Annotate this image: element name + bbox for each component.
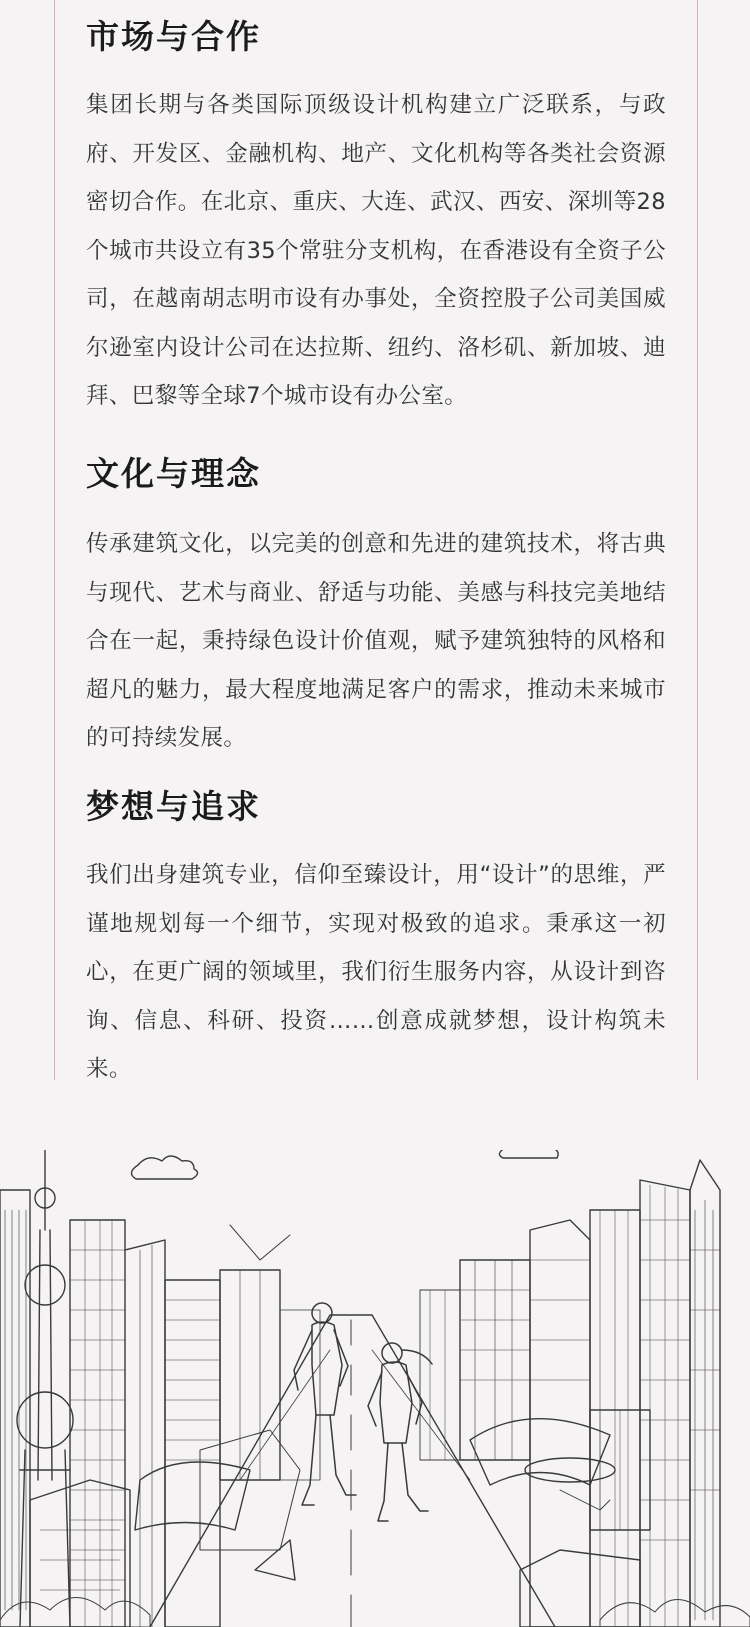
section-market-cooperation (86, 12, 666, 421)
section-body: 我们出身建筑专业，信仰至臻设计，用“设计”的思维，严谨地规划每一个细节，实现对极致的追求。秉承这一初心，在更广阔的领域里，我们衍生服务内容，从设计到咨询、信息、科研、投资……创意成就梦想，设计构筑未来。 (86, 862, 666, 1082)
section-body: 集团长期与各类国际顶级设计机构建立广泛联系，与政府、开发区、金融机构、地产、文化机构等各类社会资源密切合作。在北京、重庆、大连、武汉、西安、深圳等28个城市共设立有35个常驻分支机构，在香港设有全资子公司，在越南胡志明市设有办事处，全资控股子公司美国威尔逊室内设计公司在达拉斯、纽约、洛杉矶、新加坡、迪拜、巴黎等全球7个城市设有办公室。 (86, 92, 666, 409)
city-street-sketch-icon (0, 1150, 750, 1627)
section-dream-pursuit (86, 782, 666, 1094)
right-frame-line (697, 0, 698, 1080)
section-title: 市场与合作 (86, 17, 261, 56)
left-frame-line (54, 0, 55, 1080)
section-body: 传承建筑文化，以完美的创意和先进的建筑技术，将古典与现代、艺术与商业、舒适与功能、美感与科技完美地结合在一起，秉持绿色设计价值观，赋予建筑独特的风格和超凡的魅力，最大程度地满足客户的需求，推动未来城市的可持续发展。 (86, 531, 666, 751)
section-title: 梦想与追求 (86, 787, 261, 826)
section-title: 文化与理念 (86, 454, 261, 493)
section-culture-philosophy (86, 449, 666, 763)
